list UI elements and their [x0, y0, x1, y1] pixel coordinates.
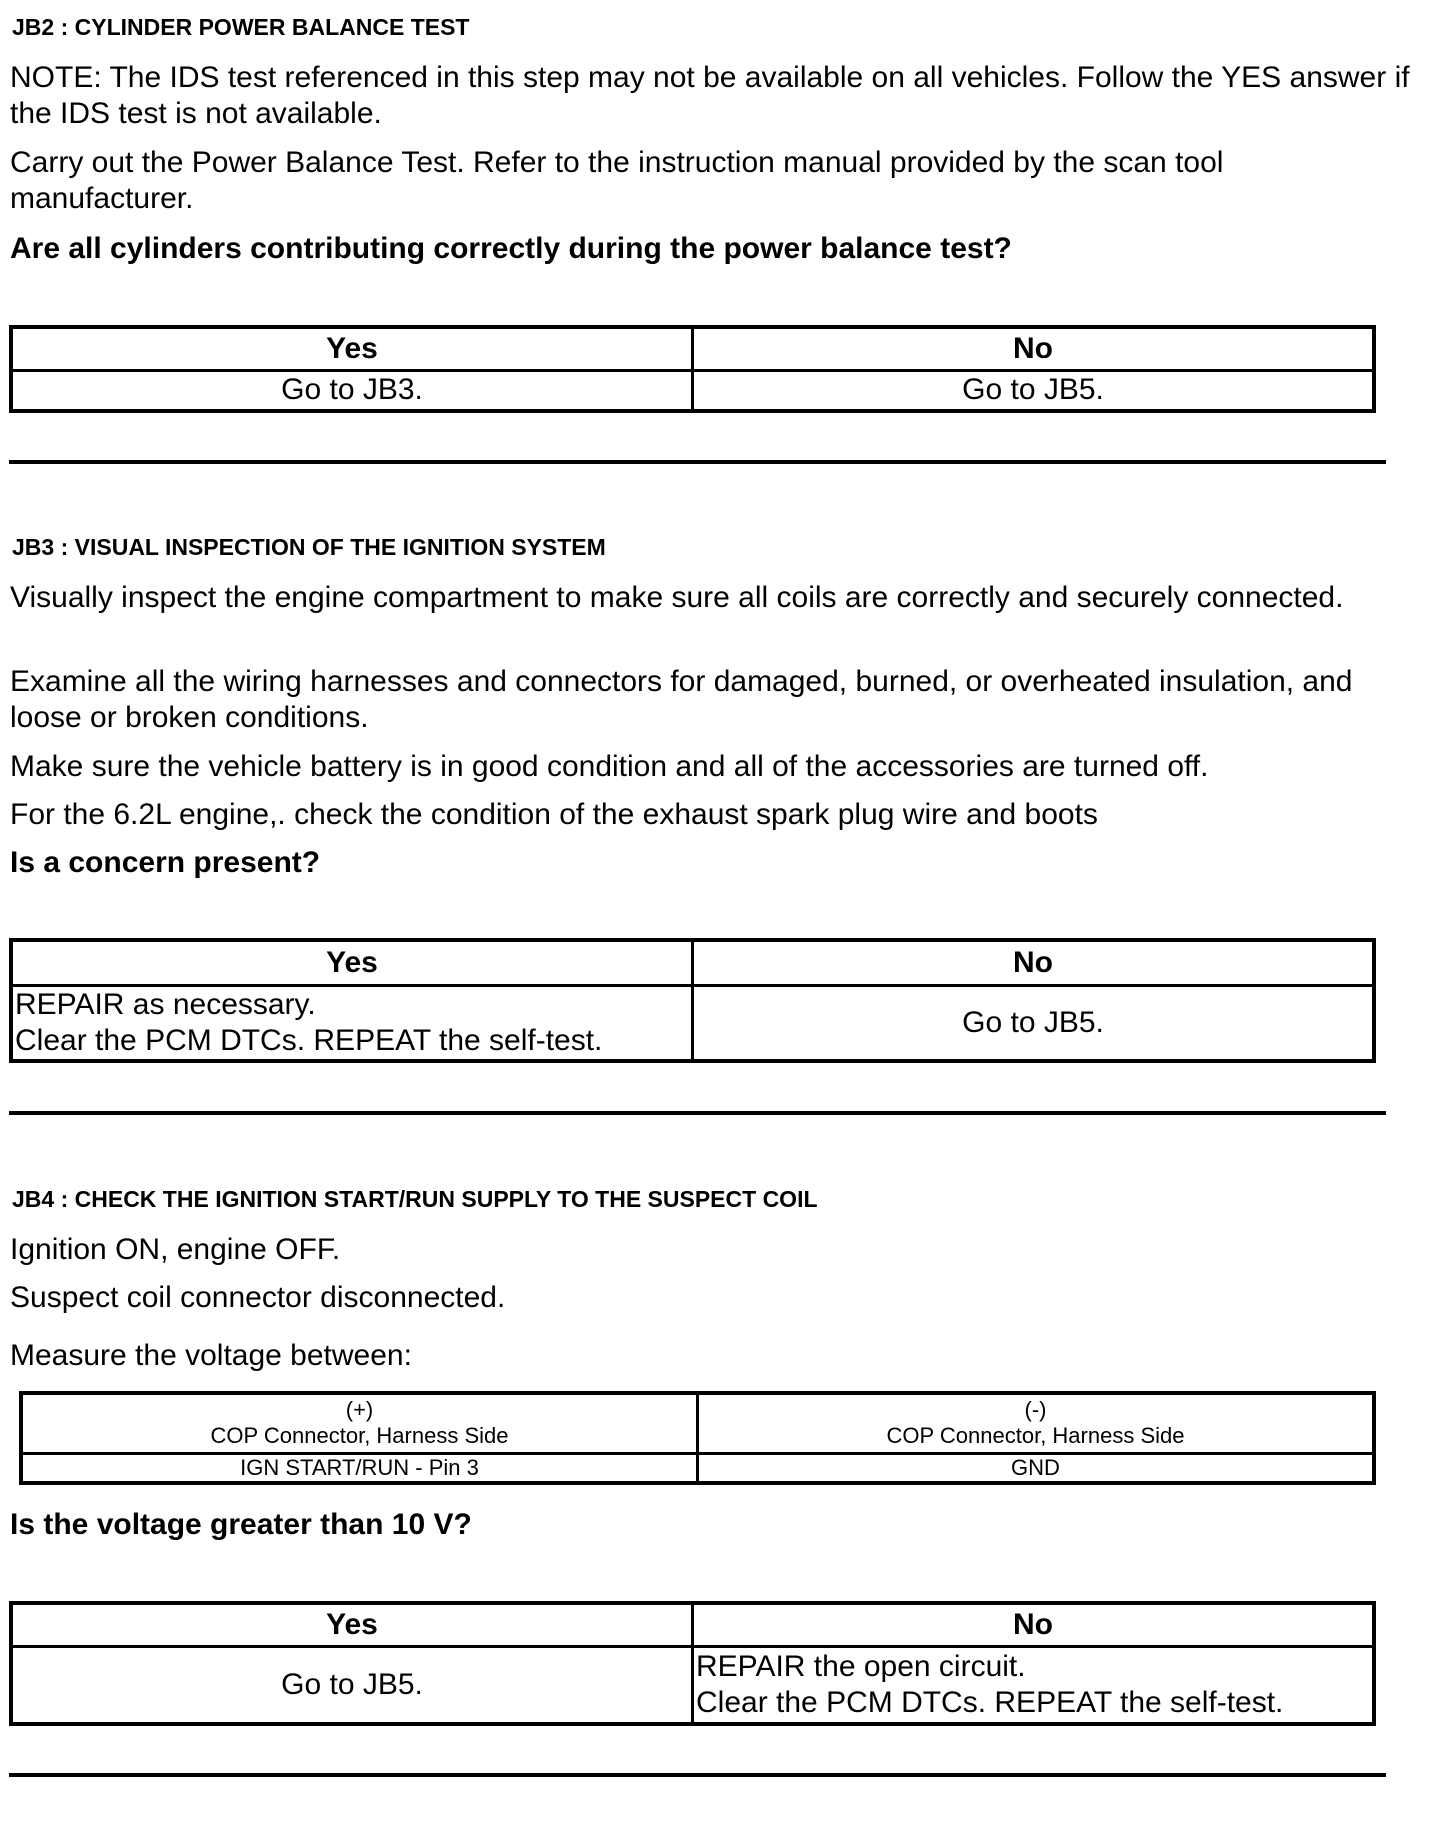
- question: Is the voltage greater than 10 V?: [10, 1508, 472, 1541]
- yes-action: [11, 985, 693, 1061]
- negative-pin: GND: [698, 1453, 1375, 1483]
- paragraph: Examine all the wiring harnesses and connectors for damaged, burned, or overheated insulation, and loose or broken conditions.: [10, 665, 1353, 734]
- paragraph: Suspect coil connector disconnected.: [10, 1281, 506, 1314]
- paragraph: Measure the voltage between:: [10, 1339, 412, 1372]
- section-divider: [9, 460, 1386, 464]
- yes-line: REPAIR as necessary.: [15, 987, 316, 1021]
- positive-probe-header: [21, 1393, 698, 1453]
- no-action: Go to JB5.: [693, 985, 1375, 1061]
- question: Are all cylinders contributing correctly during the power balance test?: [10, 232, 1012, 265]
- paragraph: For the 6.2L engine,. check the condition of the exhaust spark plug wire and boots: [10, 798, 1098, 831]
- section-heading-jb3: JB3 : VISUAL INSPECTION OF THE IGNITION SYSTEM: [12, 534, 606, 560]
- paragraph: Make sure the vehicle battery is in good condition and all of the accessories are turned off.: [10, 750, 1209, 783]
- section-divider: [9, 1111, 1386, 1115]
- no-line: Clear the PCM DTCs. REPEAT the self-test.: [696, 1685, 1284, 1719]
- yes-header: Yes: [11, 1603, 693, 1646]
- yes-action: Go to JB3.: [11, 370, 693, 411]
- section-divider: [9, 1773, 1386, 1777]
- answer-table-jb3: [9, 938, 1376, 1063]
- instruction-paragraph: Carry out the Power Balance Test. Refer to the instruction manual provided by the scan tool manufacturer.: [10, 146, 1224, 215]
- answer-table-jb4: [9, 1601, 1376, 1726]
- positive-pin: IGN START/RUN - Pin 3: [21, 1453, 698, 1483]
- no-header: No: [693, 1603, 1375, 1646]
- section-heading-jb2: JB2 : CYLINDER POWER BALANCE TEST: [12, 14, 470, 40]
- no-header: No: [693, 327, 1375, 370]
- yes-header: Yes: [11, 940, 693, 985]
- question: Is a concern present?: [10, 846, 321, 879]
- positive-location: COP Connector, Harness Side: [210, 1423, 509, 1449]
- paragraph: Ignition ON, engine OFF.: [10, 1233, 341, 1266]
- answer-table-jb2: [9, 325, 1376, 413]
- no-action: Go to JB5.: [693, 370, 1375, 411]
- note-paragraph: NOTE: The IDS test referenced in this step may not be available on all vehicles. Follow the YES answer if the IDS test is not available.: [10, 61, 1410, 130]
- positive-sign: (+): [345, 1397, 374, 1423]
- yes-action: Go to JB5.: [11, 1646, 693, 1724]
- section-heading-jb4: JB4 : CHECK THE IGNITION START/RUN SUPPLY TO THE SUSPECT COIL: [12, 1186, 818, 1212]
- no-header: No: [693, 940, 1375, 985]
- measure-table: [19, 1391, 1376, 1485]
- negative-location: COP Connector, Harness Side: [886, 1423, 1185, 1449]
- negative-sign: (-): [1024, 1397, 1047, 1423]
- paragraph: Visually inspect the engine compartment to make sure all coils are correctly and securely connected.: [10, 581, 1344, 614]
- yes-header: Yes: [11, 327, 693, 370]
- negative-probe-header: [698, 1393, 1375, 1453]
- no-action: [693, 1646, 1375, 1724]
- no-line: REPAIR the open circuit.: [696, 1649, 1026, 1683]
- yes-line: Clear the PCM DTCs. REPEAT the self-test.: [15, 1023, 603, 1057]
